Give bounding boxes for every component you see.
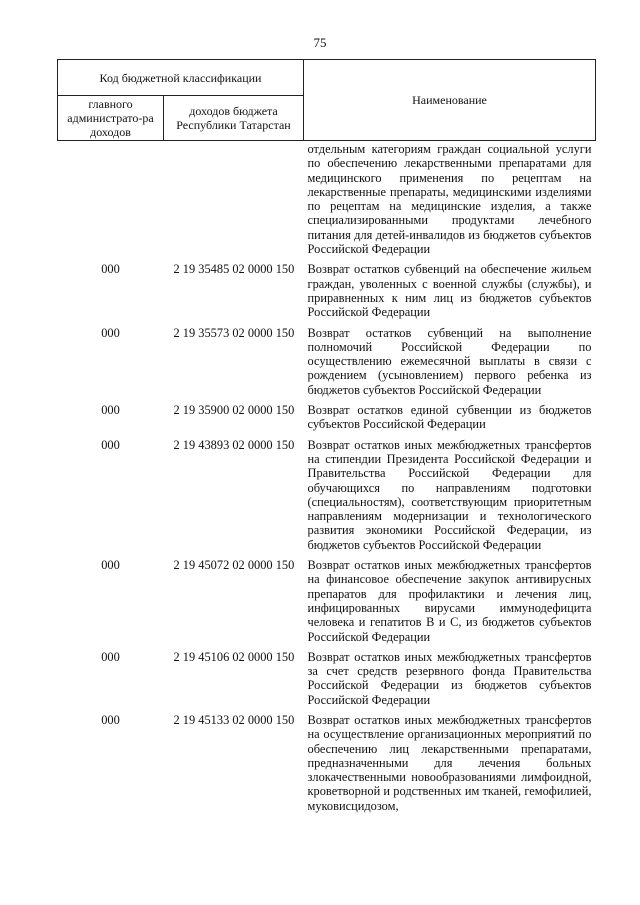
income-code-cell: 2 19 35900 02 0000 150 xyxy=(173,403,295,418)
income-code-cell: 2 19 45106 02 0000 150 xyxy=(173,649,295,664)
table-row xyxy=(58,556,596,648)
table-row xyxy=(58,436,596,556)
admin-code-cell: 000 xyxy=(101,649,120,664)
budget-code-group-header: Код бюджетной классификации xyxy=(58,60,304,96)
admin-column-header: главного администрато-ра доходов xyxy=(58,96,164,141)
admin-code-cell: 000 xyxy=(101,437,120,452)
income-code-cell: 2 19 45072 02 0000 150 xyxy=(173,558,295,573)
admin-code-cell: 000 xyxy=(101,712,120,727)
income-code-cell: 2 19 45133 02 0000 150 xyxy=(173,712,295,727)
name-cell: Возврат остатков иных межбюджетных трансфертов за счет средств резервного фонда Правительства Российской Федерации из бюджетов субъектов Российской Федерации xyxy=(307,649,592,707)
name-cell: Возврат остатков иных межбюджетных трансфертов на финансовое обеспечение закупок антивирусных препаратов для профилактики и лечения лиц, инфицированных вирусами иммунодефицита человека и гепатитов B и C, из бюджетов субъектов Российской Федерации xyxy=(307,558,592,644)
admin-code-cell: 000 xyxy=(101,325,120,340)
name-cell: Возврат остатков субвенций на обеспечение жильем граждан, уволенных с военной службы (службы), и приравненных к ним лиц из бюджетов субъектов Российской Федерации xyxy=(307,262,592,320)
table-row xyxy=(58,648,596,711)
admin-code-cell: 000 xyxy=(101,403,120,418)
name-cell: Возврат остатков иных межбюджетных трансфертов на осуществление организационных мероприятий по обеспечению лиц лекарственными препаратами, предназначенными для лечения больных злокачественными новообразованиями лимфоидной, кроветворной и родственных им тканей, гемофилией, муковисцидозом, xyxy=(307,712,592,813)
table-row xyxy=(58,260,596,323)
name-cell: Возврат остатков иных межбюджетных трансфертов на стипендии Президента Российской Федерации и Правительства Российской Федерации для обучающихся по направлениям подготовки (специальностям), соответствующим приоритетным направлениям модернизации и технологического развития экономики Российской Федерации, из бюджетов субъектов Российской Федерации xyxy=(307,437,592,552)
admin-code-cell: 000 xyxy=(101,558,120,573)
table-body xyxy=(58,141,596,818)
table-header xyxy=(58,60,596,141)
name-column-header: Наименование xyxy=(304,60,596,141)
continuation-row xyxy=(58,141,596,261)
admin-code-cell: 000 xyxy=(101,262,120,277)
page-number: 75 xyxy=(313,35,327,50)
table-row xyxy=(58,401,596,436)
name-cell: Возврат остатков единой субвенции из бюджетов субъектов Российской Федерации xyxy=(307,403,592,432)
table-row xyxy=(58,324,596,401)
budget-classification-table xyxy=(57,59,595,817)
income-code-cell: 2 19 43893 02 0000 150 xyxy=(173,437,295,452)
income-column-header: доходов бюджета Республики Татарстан xyxy=(164,96,304,141)
name-cell: Возврат остатков субвенций на выполнение полномочий Российской Федерации по осуществлению ежемесячной выплаты в связи с рождением (усыновлением) первого ребенка из бюджетов субъектов Российской Федерации xyxy=(307,325,592,397)
table-row xyxy=(58,711,596,817)
income-code-cell: 2 19 35485 02 0000 150 xyxy=(173,262,295,277)
income-code-cell: 2 19 35573 02 0000 150 xyxy=(173,325,295,340)
continuation-text: отдельным категориям граждан социальной услуги по обеспечению лекарственными препаратами для медицинского применения по рецептам на лекарственные препараты, медицинскими изделиями по рецептам на медицинские изделия, а также специализированными продуктами лечебного питания для детей-инвалидов из бюджетов субъектов Российской Федерации xyxy=(307,142,592,257)
